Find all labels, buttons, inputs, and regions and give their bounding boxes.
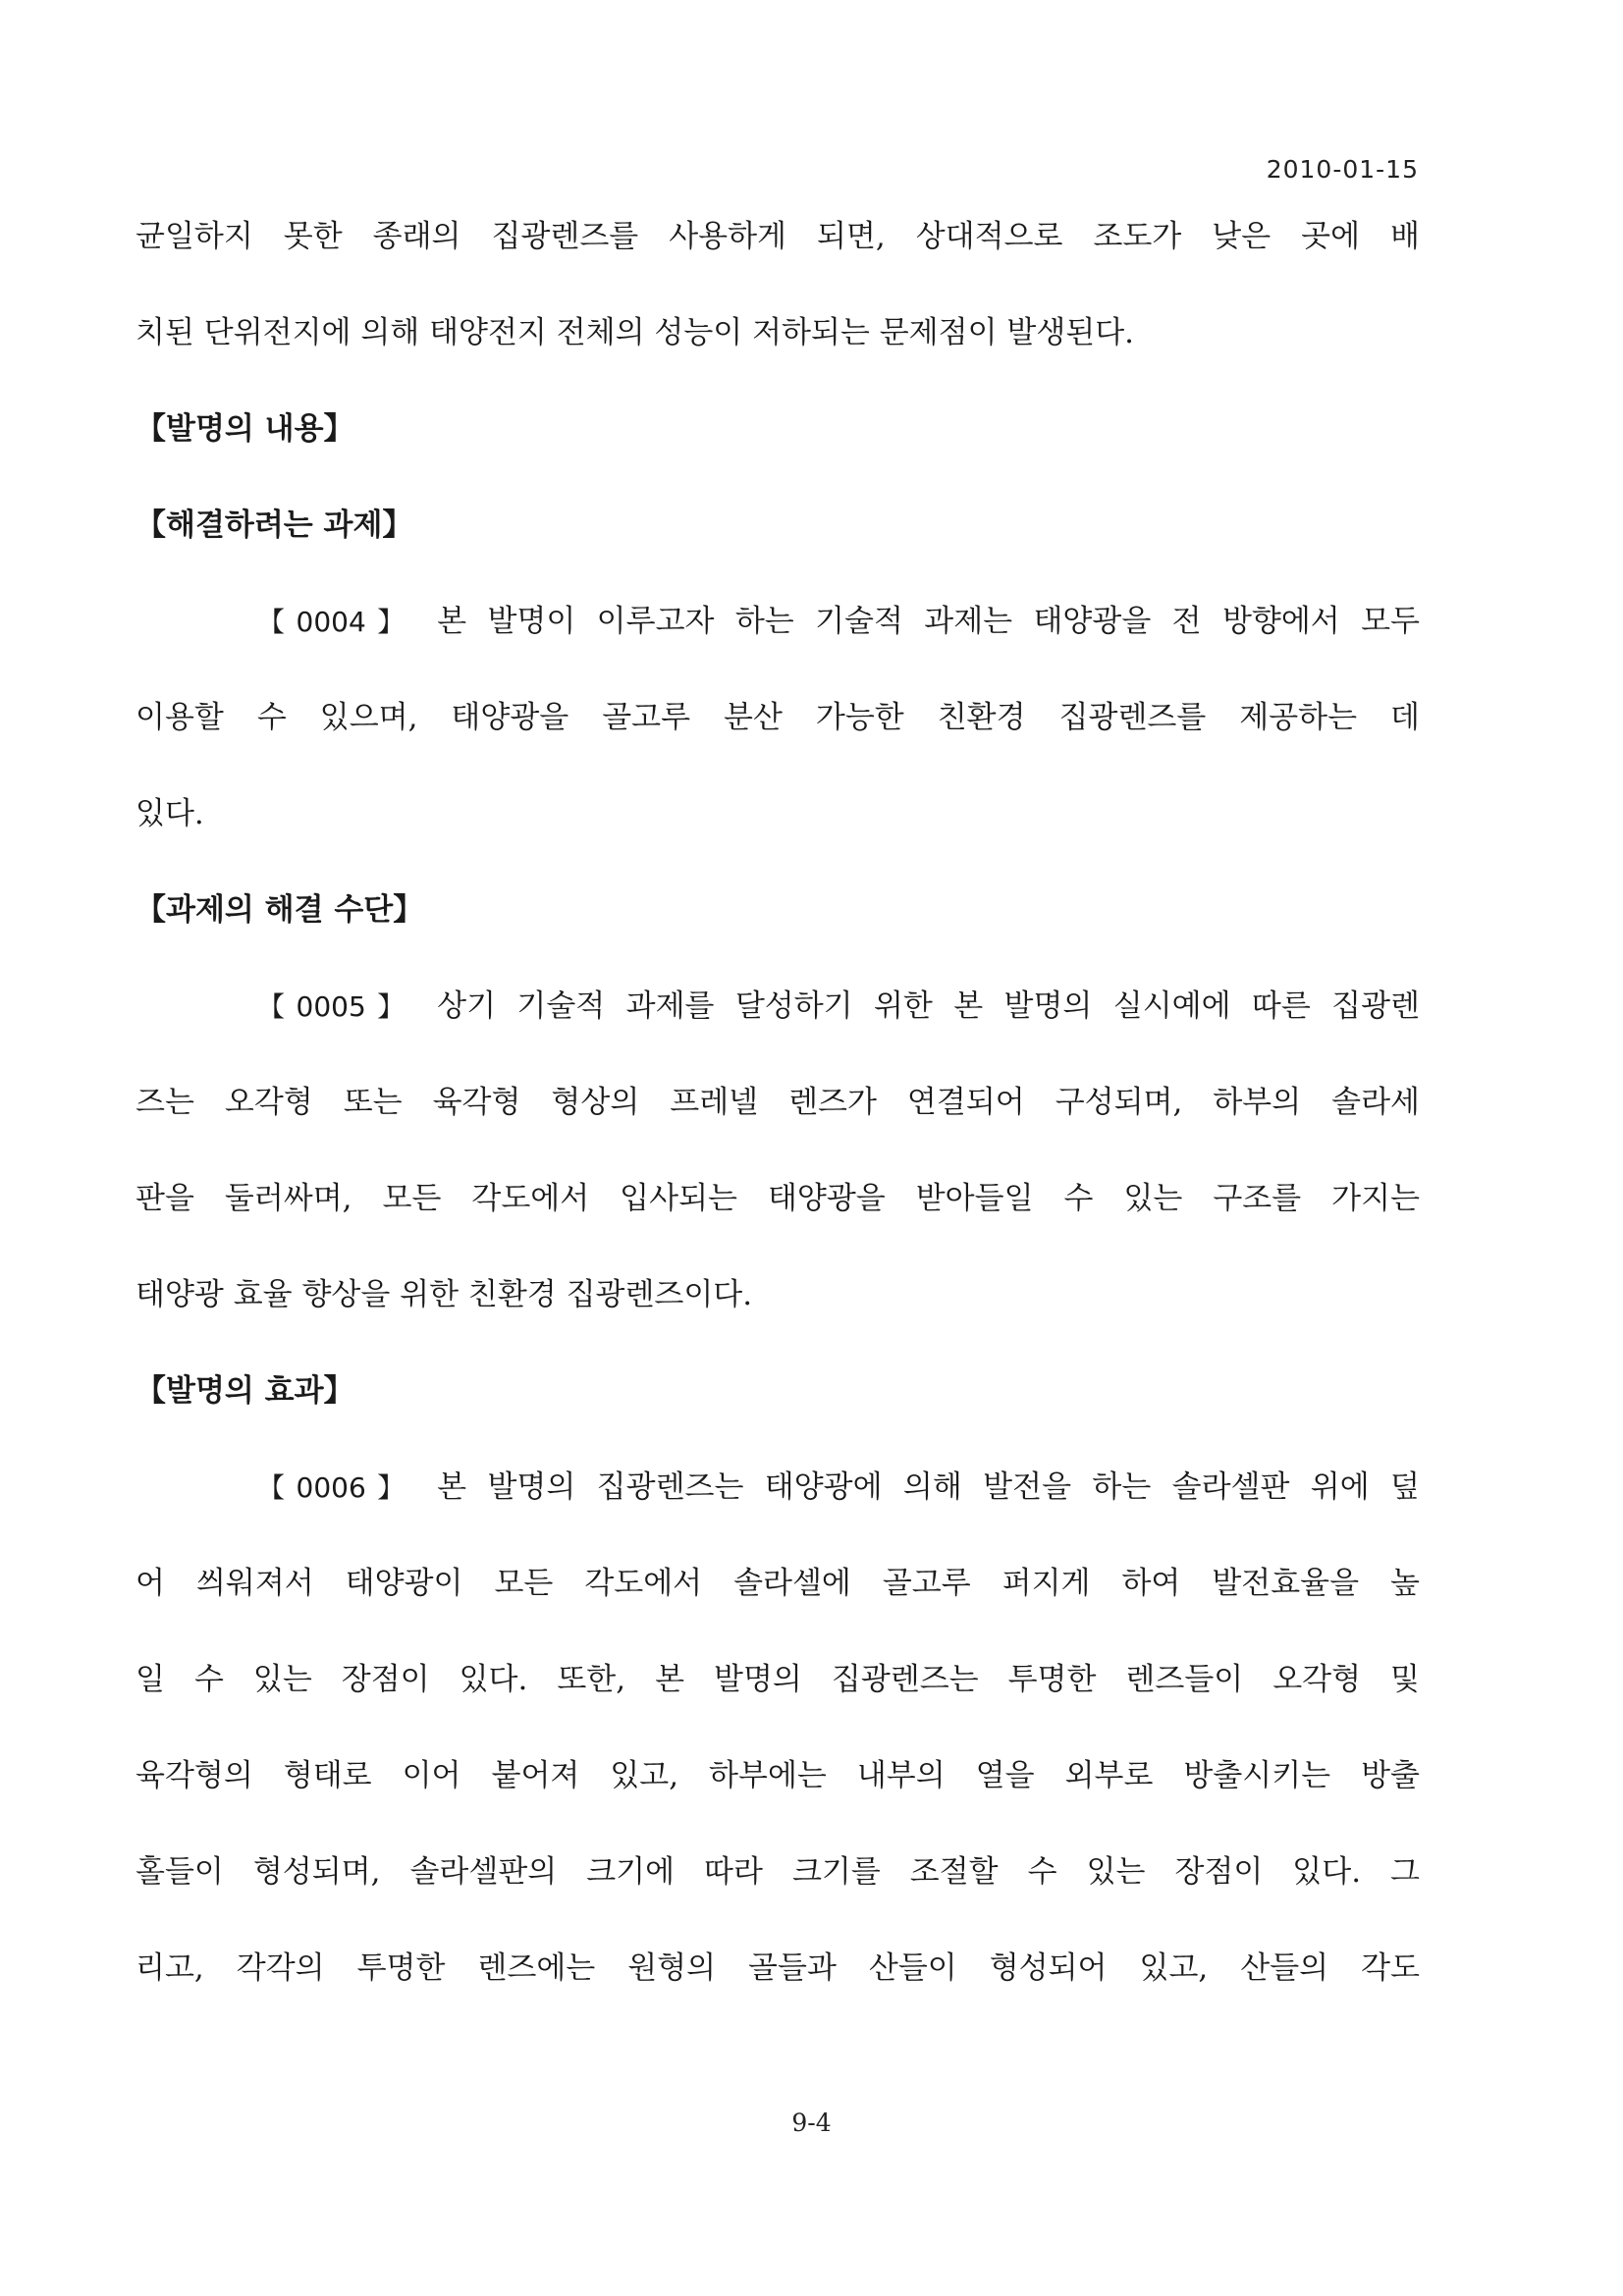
paragraph-number: 【0006】 xyxy=(257,1471,416,1504)
body-line: 균일하지 못한 종래의 집광렌즈를 사용하게 되면, 상대적으로 조도가 낮은 곳에 배 xyxy=(135,219,1420,254)
body-line: 육각형의 형태로 이어 붙어져 있고, 하부에는 내부의 열을 외부로 방출시키는 방출 xyxy=(135,1758,1420,1793)
body-line: 즈는 오각형 또는 육각형 형상의 프레넬 렌즈가 연결되어 구성되며, 하부의 솔라세 xyxy=(135,1085,1420,1120)
body-line: 이용할 수 있으며, 태양광을 골고루 분산 가능한 친환경 집광렌즈를 제공하는 데 xyxy=(135,700,1420,735)
paragraph-text: 상기 기술적 과제를 달성하기 위한 본 발명의 실시예에 따른 집광렌 xyxy=(415,988,1420,1024)
body-line: 어 씌워져서 태양광이 모든 각도에서 솔라셀에 골고루 퍼지게 하여 발전효율을 높 xyxy=(135,1566,1420,1601)
paragraph-0006-first-line xyxy=(135,1453,1420,1549)
document-body xyxy=(135,202,1420,2030)
paragraph-0005-first-line xyxy=(135,972,1420,1068)
paragraph-text: 본 발명의 집광렌즈는 태양광에 의해 발전을 하는 솔라셀판 위에 덮 xyxy=(415,1469,1420,1505)
section-heading-problem: 【해결하려는 과제】 xyxy=(135,507,413,543)
body-line: 홀들이 형성되며, 솔라셀판의 크기에 따라 크기를 조절할 수 있는 장점이 있다. 그 xyxy=(135,1854,1420,1890)
section-heading-effect: 【발명의 효과】 xyxy=(135,1373,354,1409)
paragraph-number: 【0004】 xyxy=(257,606,416,638)
body-line: 일 수 있는 장점이 있다. 또한, 본 발명의 집광렌즈는 투명한 렌즈들이 오각형 및 xyxy=(135,1662,1420,1697)
body-line: 치된 단위전지에 의해 태양전지 전체의 성능이 저하되는 문제점이 발생된다. xyxy=(135,315,1135,350)
paragraph-0004-first-line xyxy=(135,587,1420,683)
section-heading-invention-content: 【발명의 내용】 xyxy=(135,411,354,447)
body-line: 태양광 효율 향상을 위한 친환경 집광렌즈이다. xyxy=(135,1277,753,1312)
document-date: 2010-01-15 xyxy=(1266,155,1419,184)
section-heading-solution: 【과제의 해결 수단】 xyxy=(135,892,424,928)
paragraph-number: 【0005】 xyxy=(257,990,416,1023)
page-number: 9-4 xyxy=(791,2109,832,2137)
body-line: 판을 둘러싸며, 모든 각도에서 입사되는 태양광을 받아들일 수 있는 구조를 가지는 xyxy=(135,1181,1420,1216)
paragraph-text: 본 발명이 이루고자 하는 기술적 과제는 태양광을 전 방향에서 모두 xyxy=(415,604,1420,639)
body-line: 있다. xyxy=(135,796,204,831)
body-line: 리고, 각각의 투명한 렌즈에는 원형의 골들과 산들이 형성되어 있고, 산들의 각도 xyxy=(135,1950,1420,1986)
